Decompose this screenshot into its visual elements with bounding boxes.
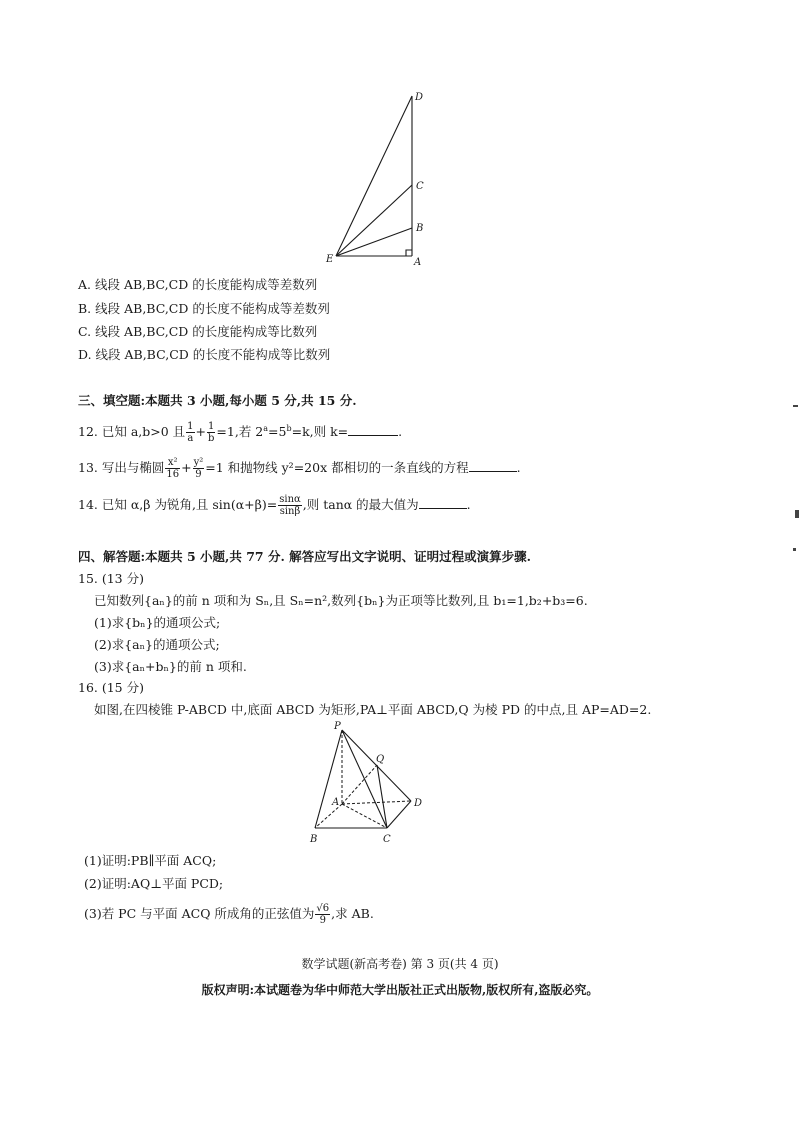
- question-14: [78, 494, 471, 517]
- q15-part-2: (2)求{aₙ}的通项公式;: [94, 637, 220, 652]
- q13-fraction-2: [193, 457, 205, 480]
- scan-mark: [793, 405, 798, 407]
- label-B2: B: [310, 834, 318, 845]
- q14-answer-blank[interactable]: [419, 496, 467, 509]
- label-E: E: [326, 254, 334, 265]
- q12-suffix: =k,则 k=: [291, 424, 349, 440]
- q13-den1: 16: [166, 469, 180, 480]
- q15-part-3: (3)求{aₙ+bₙ}的前 n 项和.: [94, 659, 247, 674]
- label-C2: C: [383, 834, 391, 845]
- label-Q: Q: [376, 754, 385, 765]
- q14-fraction: [278, 494, 302, 517]
- page-footer: 数学试题(新高考卷) 第 3 页(共 4 页): [301, 957, 499, 971]
- q12-num1: 1: [187, 421, 194, 433]
- q12-exp-b: b: [286, 424, 292, 433]
- section-3-heading: 三、填空题:本题共 3 小题,每小题 5 分,共 15 分.: [78, 393, 357, 408]
- label-C: C: [416, 181, 424, 192]
- scan-mark: [793, 548, 796, 551]
- q16-title: 16. (15 分): [78, 680, 144, 695]
- q11-option-d: D. 线段 AB,BC,CD 的长度不能构成等比数列: [78, 347, 331, 362]
- q14-end: .: [466, 497, 471, 512]
- section-4-heading: 四、解答题:本题共 5 小题,共 77 分. 解答应写出文字说明、证明过程或演算步骤.: [78, 549, 532, 564]
- q15-title: 15. (13 分): [78, 571, 144, 586]
- q12-plus: +: [195, 424, 207, 440]
- q14-num: sinα: [279, 494, 301, 505]
- q13-suffix: =1 和抛物线 y²=20x 都相切的一条直线的方程: [205, 460, 469, 475]
- q13-prefix: 13. 写出与椭圆: [78, 460, 165, 475]
- q16-part3-prefix: (3)若 PC 与平面 ACQ 所成角的正弦值为: [84, 906, 315, 921]
- figure-1-diagram: [320, 88, 430, 266]
- q15-part-1: (1)求{bₙ}的通项公式;: [94, 615, 221, 630]
- q12-mid2: =5: [268, 424, 287, 440]
- q13-end: .: [516, 460, 521, 475]
- q16-part-3: [84, 903, 374, 926]
- q13-answer-blank[interactable]: [469, 459, 517, 472]
- q12-den2: b: [208, 433, 215, 445]
- q11-option-c: C. 线段 AB,BC,CD 的长度能构成等比数列: [78, 324, 318, 339]
- label-P: P: [334, 721, 341, 732]
- q12-mid: =1,若 2: [216, 424, 264, 440]
- q12-answer-blank[interactable]: [348, 423, 398, 436]
- q14-suffix: ,则 tanα 的最大值为: [302, 497, 419, 512]
- q13-num1: x²: [165, 457, 180, 469]
- q14-prefix: 14. 已知 α,β 为锐角,且 sin(α+β)=: [78, 497, 278, 512]
- scan-mark: [795, 510, 799, 518]
- q12-end: .: [398, 424, 403, 440]
- q11-option-a: A. 线段 AB,BC,CD 的长度能构成等差数列: [78, 277, 318, 292]
- question-12: [78, 420, 402, 444]
- q12-prefix: 12. 已知 a,b>0 且: [78, 424, 186, 440]
- label-D: D: [415, 92, 424, 103]
- q11-option-b: B. 线段 AB,BC,CD 的长度不能构成等差数列: [78, 301, 330, 316]
- q13-num2: y²: [193, 457, 204, 468]
- label-D2: D: [414, 798, 423, 809]
- q12-den1: a: [187, 433, 194, 445]
- q12-exp-a: a: [263, 424, 269, 433]
- q16-part-2: (2)证明:AQ⊥平面 PCD;: [84, 876, 224, 891]
- q12-fraction-1: [186, 421, 194, 444]
- q12-fraction-2: [207, 421, 215, 444]
- q12-num2: 1: [208, 421, 215, 433]
- q16-part3-suffix: ,求 AB.: [331, 906, 374, 921]
- q16-stem: 如图,在四棱锥 P-ABCD 中,底面 ABCD 为矩形,PA⊥平面 ABCD,Q 为棱 PD 的中点,且 AP=AD=2.: [94, 702, 652, 717]
- label-A2: A: [332, 797, 340, 808]
- q14-den: sinβ: [279, 506, 301, 517]
- q16-part3-den: 9: [319, 915, 326, 926]
- q15-stem: 已知数列{aₙ}的前 n 项和为 Sₙ,且 Sₙ=n²,数列{bₙ}为正项等比数列,且 b₁=1,b₂+b₃=6.: [94, 593, 588, 608]
- q13-den2: 9: [195, 469, 202, 480]
- label-B: B: [416, 223, 424, 234]
- q13-fraction-1: [165, 457, 180, 480]
- q16-part3-fraction: [315, 903, 330, 926]
- q16-part3-num: √6: [316, 903, 330, 914]
- copyright-notice: 版权声明:本试题卷为华中师范大学出版社正式出版物,版权所有,盗版必究。: [201, 983, 599, 997]
- question-13: [78, 457, 521, 480]
- q16-part-1: (1)证明:PB∥平面 ACQ;: [84, 853, 217, 868]
- label-A: A: [414, 257, 422, 266]
- figure-2-pyramid: [305, 720, 430, 848]
- q13-plus: +: [181, 460, 192, 475]
